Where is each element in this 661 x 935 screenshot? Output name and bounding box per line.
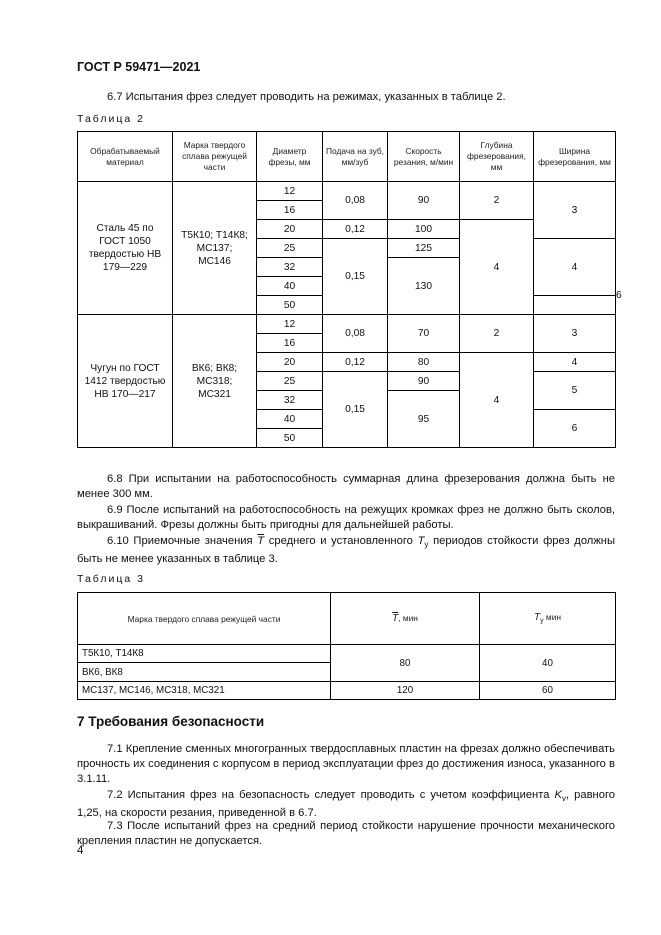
depth-cell: 4 <box>460 220 534 315</box>
depth-cell: 2 <box>460 315 534 353</box>
width-cell: 6 <box>534 410 616 448</box>
width-cell: 4 <box>534 239 616 296</box>
table-row <box>78 315 616 334</box>
grade-cell: Т5К10, Т14К8 <box>78 645 331 663</box>
t-y-symbol: T <box>534 612 541 624</box>
col-header-grade: Марка твердого сплава режущей части <box>173 132 257 182</box>
col-header-grade: Марка твердого сплава режущей части <box>78 593 331 645</box>
p610-part-b: среднего и установленного <box>268 535 413 547</box>
grade-cell: МС137, МС146, МС318, МС321 <box>78 682 331 700</box>
feed-cell: 0,15 <box>323 372 388 448</box>
t-mean-cell: 120 <box>331 682 480 700</box>
table2-caption: Таблица 2 <box>77 113 145 125</box>
speed-cell: 80 <box>388 353 460 372</box>
p72-part-a: 7.2 Испытания фрез на безопасность следует проводить с учетом коэффициента <box>107 789 550 801</box>
p610-part-a: 6.10 Приемочные значения <box>107 535 253 547</box>
page-number: 4 <box>77 845 84 857</box>
diameter-cell: 20 <box>257 220 323 239</box>
table3-caption: Таблица 3 <box>77 573 145 585</box>
feed-cell: 0,08 <box>323 315 388 353</box>
paragraph-6-7: 6.7 Испытания фрез следует проводить на режимах, указанных в таблице 2. <box>107 91 506 103</box>
feed-cell: 0,08 <box>323 182 388 220</box>
speed-cell: 95 <box>388 391 460 448</box>
diameter-cell: 40 <box>257 277 323 296</box>
diameter-cell: 25 <box>257 239 323 258</box>
diameter-cell: 32 <box>257 391 323 410</box>
diameter-cell: 25 <box>257 372 323 391</box>
depth-cell: 4 <box>460 353 534 448</box>
table-2 <box>77 131 622 448</box>
paragraph-6-10 <box>77 534 615 567</box>
col-header-width: Ширина фрезерования, мм <box>534 132 616 182</box>
k-symbol: K <box>554 789 562 801</box>
diameter-cell: 32 <box>257 258 323 277</box>
section-7-title: 7 Требования безопасности <box>77 714 265 729</box>
col-header-t-y <box>480 593 616 645</box>
col-header-speed: Скорость резания, м/мин <box>388 132 460 182</box>
t-y-unit: мин <box>543 612 561 623</box>
width-cell: 3 <box>534 315 616 353</box>
diameter-cell: 16 <box>257 201 323 220</box>
table-3 <box>77 592 616 700</box>
k-subscript: v <box>562 794 566 804</box>
grade-cell: ВК6, ВК8 <box>78 663 331 682</box>
speed-cell: 90 <box>388 372 460 391</box>
t-y-subscript: у <box>424 540 429 550</box>
diameter-cell: 16 <box>257 334 323 353</box>
t-mean-symbol: $\overline{T}$ <box>392 613 399 624</box>
speed-cell: 90 <box>388 182 460 220</box>
material-cell: Чугун по ГОСТ 1412 твердостью НВ 170—217 <box>78 315 173 448</box>
feed-cell: 0,15 <box>323 239 388 315</box>
col-header-t-mean <box>331 593 480 645</box>
diameter-cell: 50 <box>257 429 323 448</box>
width-cell: 3 <box>534 182 616 239</box>
col-header-diameter: Диаметр фрезы, мм <box>257 132 323 182</box>
paragraph-7-1: 7.1 Крепление сменных многогранных твердосплавных пластин на фрезах должно обеспечивать прочность их соединения с корпусом в период эксплуатации фрез до достижения износа, указанного в 3.1.11. <box>77 743 615 785</box>
p610-part-c: периодов стойкости фрез должны быть не менее указанных в таблице 3. <box>77 535 616 566</box>
document-header: ГОСТ Р 59471—2021 <box>77 60 201 74</box>
p72-part-b: , равного 1,25, на скорости резания, приведенной в 6.7. <box>77 789 616 820</box>
feed-cell: 0,12 <box>323 353 388 372</box>
t-y-cell: 60 <box>480 682 616 700</box>
table-row <box>78 182 616 201</box>
table-row: 40 6 <box>78 277 616 296</box>
t-mean-unit: , мин <box>398 613 418 623</box>
paragraph-7-2 <box>77 788 615 821</box>
diameter-cell: 12 <box>257 182 323 201</box>
t-mean-cell: 80 <box>331 645 480 682</box>
diameter-cell: 40 <box>257 410 323 429</box>
paragraph-7-3: 7.3 После испытаний фрез на средний период стойкости нарушение прочности механического крепления пластин не допускается. <box>77 820 615 847</box>
diameter-cell: 20 <box>257 353 323 372</box>
col-header-material: Обрабатываемый материал <box>78 132 173 182</box>
speed-cell: 70 <box>388 315 460 353</box>
depth-cell: 2 <box>460 182 534 220</box>
speed-cell: 100 <box>388 220 460 239</box>
diameter-cell: 12 <box>257 315 323 334</box>
grade-cell: Т5К10; Т14К8; МС137; МС146 <box>173 182 257 315</box>
t-mean-symbol: $\overline{T}$ <box>257 535 265 547</box>
diameter-cell: 50 <box>257 296 323 315</box>
paragraph-6-9: 6.9 После испытаний на работоспособность на режущих кромках фрез не должно быть сколов, выкрашиваний. Фрезы должны быть пригодны для дальнейшей работы. <box>77 504 615 531</box>
t-y-cell: 40 <box>480 645 616 682</box>
width-cell: 4 <box>534 353 616 372</box>
table-header-row <box>78 593 616 645</box>
paragraph-6-8: 6.8 При испытании на работоспособность суммарная длина фрезерования должна быть не менее 300 мм. <box>77 473 615 500</box>
speed-cell: 130 <box>388 258 460 315</box>
width-cell: 5 <box>534 372 616 410</box>
speed-cell: 125 <box>388 239 460 258</box>
table-row <box>78 645 616 663</box>
feed-cell: 0,12 <box>323 220 388 239</box>
table-row <box>78 682 616 700</box>
table-header-row <box>78 132 616 182</box>
col-header-depth: Глубина фрезерования, мм <box>460 132 534 182</box>
t-y-symbol: T <box>417 535 425 547</box>
grade-cell: ВК6; ВК8; МС318; МС321 <box>173 315 257 448</box>
material-cell: Сталь 45 по ГОСТ 1050 твердостью НВ 179—229 <box>78 182 173 315</box>
t-y-subscript: у <box>540 617 544 625</box>
col-header-feed: Подача на зуб, мм/зуб <box>323 132 388 182</box>
